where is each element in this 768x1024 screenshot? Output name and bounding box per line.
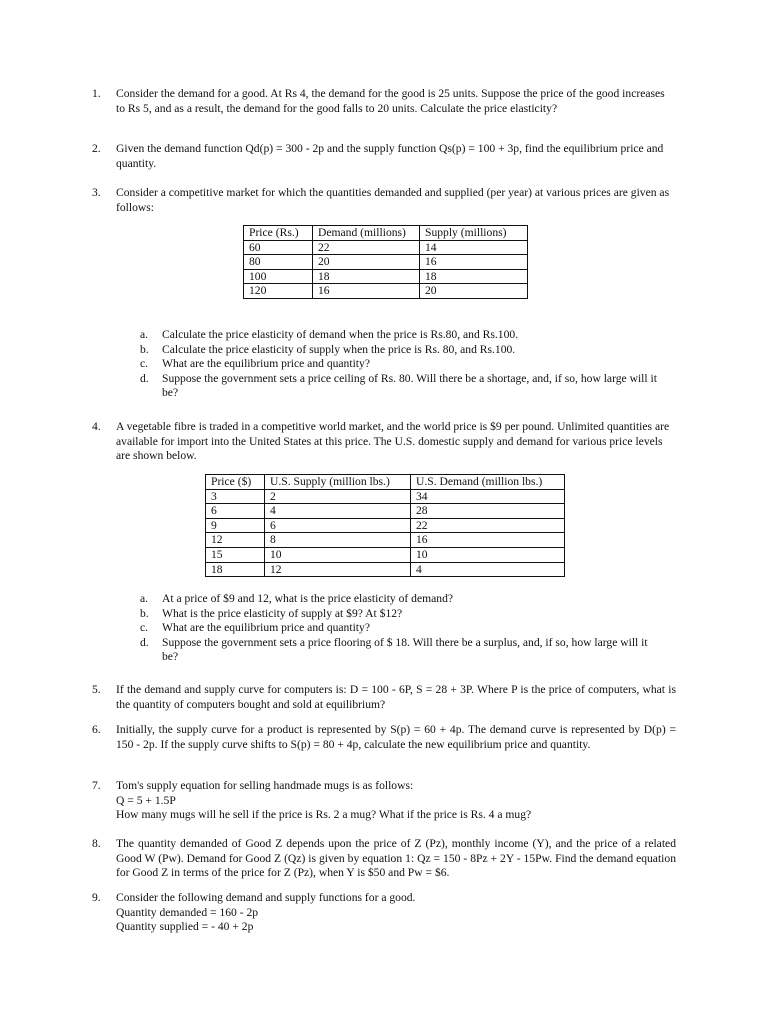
table-cell: 4 [411,562,565,577]
table-cell: 28 [411,504,565,519]
table-cell: 2 [265,489,411,504]
question-text: Consider a competitive market for which the quantities demanded and supplied (per year) at various prices are given as follows: [116,186,670,214]
question-text [116,891,676,935]
question-line: Tom's supply equation for selling handmade mugs is as follows: [116,779,414,792]
table-cell: 18 [313,269,420,284]
table-header-cell: Price ($) [206,475,265,490]
table-cell: 22 [313,240,420,255]
subpart-letter: c. [140,357,149,371]
question-5 [92,683,676,712]
question-line: How many mugs will he sell if the price is Rs. 2 a mug? What if the price is Rs. 4 a mug? [116,808,532,822]
subpart-text: Calculate the price elasticity of supply when the price is Rs. 80, and Rs.100. [162,342,516,356]
question-number: 8. [92,837,101,850]
question-7 [92,779,676,823]
table-cell: 22 [411,518,565,533]
subpart-text: Calculate the price elasticity of demand when the price is Rs.80, and Rs.100. [162,328,519,341]
table-row [206,562,565,577]
table-cell: 10 [265,547,411,562]
question-number: 6. [92,723,101,736]
question-number: 1. [92,87,101,100]
table-cell: 100 [244,269,313,284]
table-cell: 9 [206,518,265,533]
question-number: 3. [92,186,101,199]
question-text: Initially, the supply curve for a product is represented by S(p) = 60 + 4p. The demand curve is represented by D(p) = 150 - 2p. If the supply curve shifts to S(p) = 80 + 4p, calculate the new equilibrium price and quantity. [116,723,676,751]
table-cell: 3 [206,489,265,504]
table-header-cell: Supply (millions) [420,226,528,241]
subpart-letter: d. [140,371,149,385]
question-6 [92,723,676,752]
table-row [206,504,565,519]
table-row [244,269,528,284]
subpart-letter: c. [140,621,149,635]
question-1 [92,87,676,116]
question-3 [92,186,676,215]
table-row [206,547,565,562]
table-cell: 14 [420,240,528,255]
question-number: 9. [92,891,101,904]
subpart-letter: b. [140,342,149,356]
subpart-a [140,592,660,607]
subpart-text: At a price of $9 and 12, what is the price elasticity of demand? [162,592,454,605]
table-header-cell: Price (Rs.) [244,226,313,241]
table-row [206,489,565,504]
table-row [206,518,565,533]
question-number: 4. [92,420,101,433]
table-cell: 16 [420,255,528,270]
table-cell: 6 [265,518,411,533]
table-cell: 12 [206,533,265,548]
question-text: A vegetable fibre is traded in a competitive world market, and the world price is $9 per pound. Unlimited quantities are available for import into the United States at this price. The U.S. domestic supply and demand for various price levels are shown below. [116,420,670,463]
table-cell: 10 [411,547,565,562]
subpart-letter: b. [140,606,149,620]
table-cell: 20 [420,284,528,299]
question-text: Consider the demand for a good. At Rs 4, the demand for the good is 25 units. Suppose the price of the good increases to Rs 5, and as a result, the demand for the good falls to 20 units. Calculate the price elasticity? [116,87,665,115]
table-header-cell: U.S. Supply (million lbs.) [265,475,411,490]
table-header-row [244,226,528,241]
table-row [206,533,565,548]
table-cell: 12 [265,562,411,577]
subpart-letter: a. [140,592,149,605]
table-cell: 6 [206,504,265,519]
subpart-text: What are the equilibrium price and quantity? [162,621,370,635]
question-text [116,779,676,823]
table-cell: 18 [206,562,265,577]
table-cell: 8 [265,533,411,548]
table-cell: 34 [411,489,565,504]
question-number: 7. [92,779,101,792]
subpart-b [140,607,660,622]
subpart-c [140,357,660,372]
table-cell: 4 [265,504,411,519]
subpart-text: What are the equilibrium price and quantity? [162,357,370,371]
table-cell: 16 [411,533,565,548]
table-row [244,240,528,255]
question-number: 2. [92,142,101,155]
table-row [244,255,528,270]
table-cell: 120 [244,284,313,299]
subpart-b [140,343,660,358]
table-header-cell: Demand (millions) [313,226,420,241]
subpart-letter: d. [140,635,149,649]
question-text: The quantity demanded of Good Z depends upon the price of Z (Pz), monthly income (Y), and the price of a related Good W (Pw). Demand for Good Z (Qz) is given by equation 1: Qz = 150 - 8Pz + 2Y - 15Pw. Find the demand equation for Good Z in terms of the price for Z (Pz), when Y is $50 and Pw = $6. [116,837,676,880]
question-8 [92,837,676,881]
subpart-c [140,621,660,636]
question-number: 5. [92,683,101,696]
subpart-d [140,372,660,401]
subpart-text: Suppose the government sets a price ceiling of Rs. 80. Will there be a shortage, and, if so, how large will it be? [162,371,657,400]
table-row [244,284,528,299]
subpart-a [140,328,660,343]
question-3-subparts [140,328,660,401]
market-table [243,225,528,299]
subpart-text: Suppose the government sets a price flooring of $ 18. Will there be a surplus, and, if so, how large will it be? [162,635,648,664]
question-4 [92,420,676,464]
table-cell: 18 [420,269,528,284]
subpart-letter: a. [140,328,149,341]
question-2 [92,142,676,171]
table-header-cell: U.S. Demand (million lbs.) [411,475,565,490]
table-cell: 60 [244,240,313,255]
table-cell: 16 [313,284,420,299]
subpart-d [140,636,660,665]
fibre-table [205,474,565,577]
table-header-row [206,475,565,490]
question-line: Consider the following demand and supply functions for a good. [116,891,416,904]
equation-line: Quantity supplied = - 40 + 2p [116,920,254,934]
table-cell: 15 [206,547,265,562]
equation-line: Q = 5 + 1.5P [116,793,176,807]
question-text: Given the demand function Qd(p) = 300 - 2p and the supply function Qs(p) = 100 + 3p, find the equilibrium price and quantity. [116,142,664,170]
question-4-subparts [140,592,660,665]
subpart-text: What is the price elasticity of supply at $9? At $12? [162,606,403,620]
table-cell: 80 [244,255,313,270]
question-text: If the demand and supply curve for computers is: D = 100 - 6P, S = 28 + 3P. Where P is the price of computers, what is the quantity of computers bought and sold at equilibrium? [116,683,676,711]
table-cell: 20 [313,255,420,270]
question-9 [92,891,676,935]
equation-line: Quantity demanded = 160 - 2p [116,905,259,919]
